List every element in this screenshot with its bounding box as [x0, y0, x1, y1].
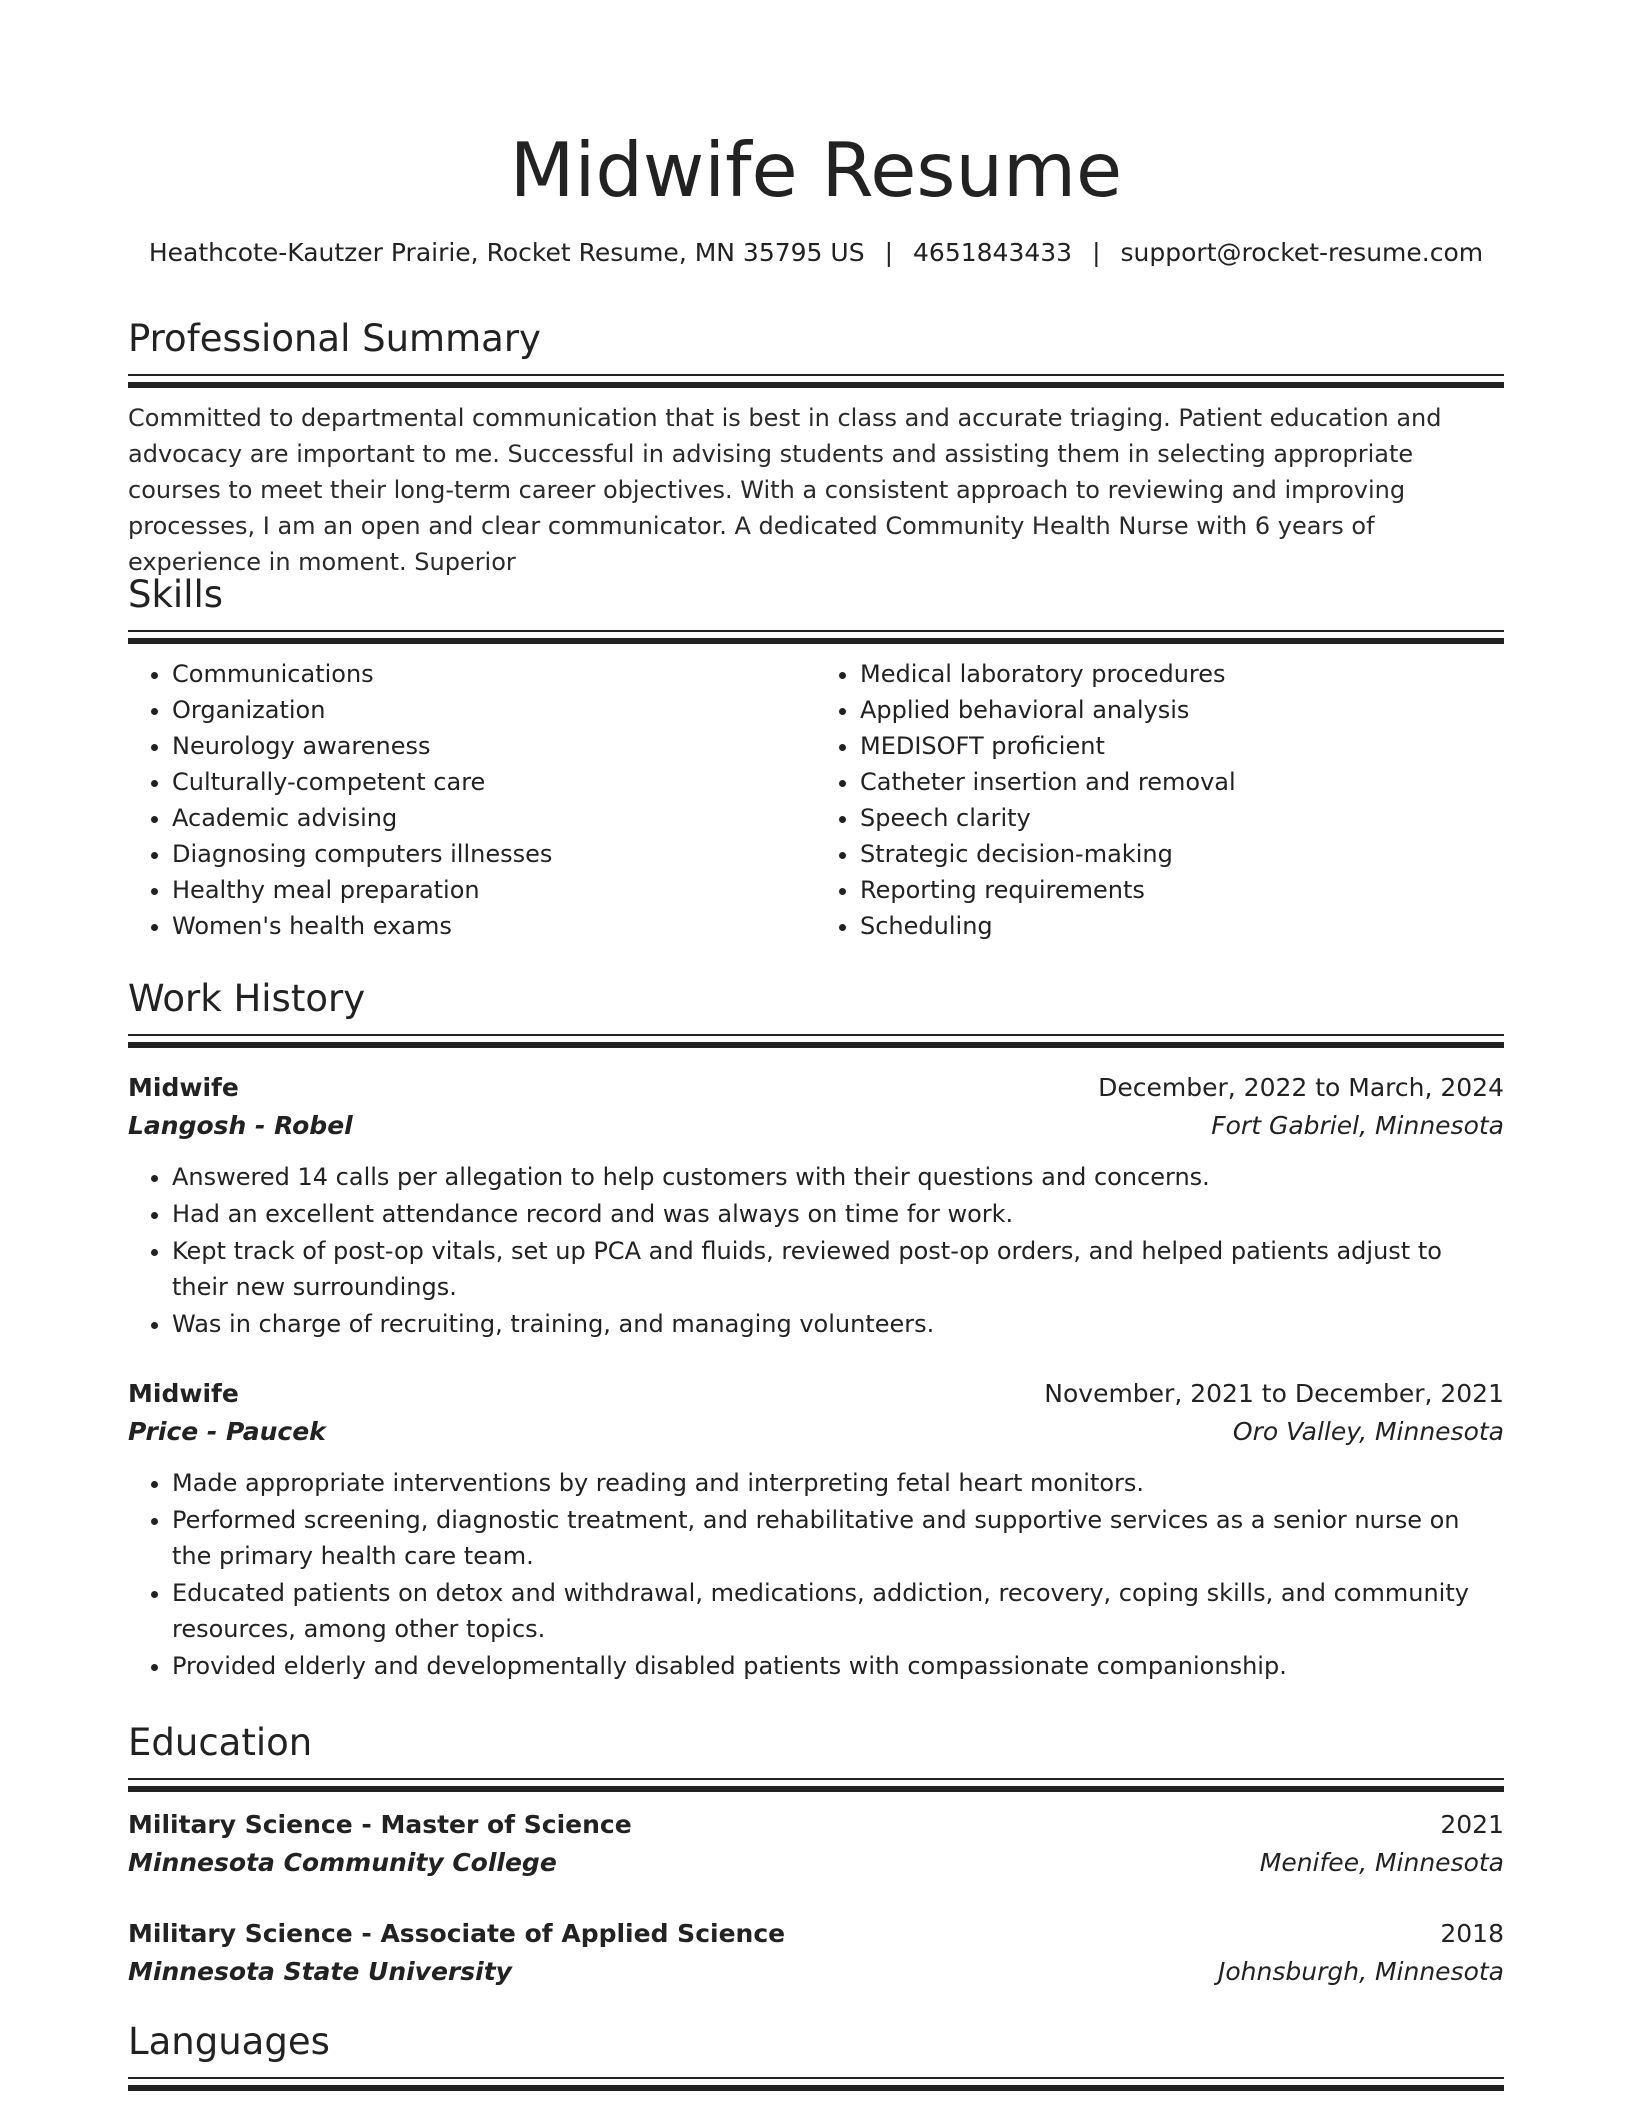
section-divider [128, 630, 1504, 646]
education-entry [128, 1806, 1504, 1882]
section-heading-work-history: Work History [128, 977, 366, 1020]
skills-column-left [128, 656, 816, 944]
job-bullet: • Was in charge of recruiting, training, and managing volunteers. [172, 1306, 1504, 1342]
skill-item: • MEDISOFT proficient [860, 728, 1504, 764]
skill-item: • Catheter insertion and removal [860, 764, 1504, 800]
skills-list [128, 656, 1504, 944]
page-title: Midwife Resume [509, 126, 1123, 214]
education-degree: Military Science - Associate of Applied Science [128, 1919, 786, 1948]
job-bullet: • Educated patients on detox and withdrawal, medications, addiction, recovery, coping skills, and community resources, among other topics. [172, 1575, 1504, 1647]
education-location: Johnsburgh, Minnesota [1217, 1957, 1504, 1986]
job-bullets [128, 1465, 1504, 1684]
job-title: Midwife [128, 1073, 239, 1102]
job-dates: December, 2022 to March, 2024 [1098, 1073, 1504, 1102]
skill-item: • Organization [172, 692, 816, 728]
skill-item: • Reporting requirements [860, 872, 1504, 908]
skill-item: • Neurology awareness [172, 728, 816, 764]
section-heading-education: Education [128, 1721, 313, 1764]
skills-section [128, 570, 1504, 944]
education-year: 2021 [1440, 1810, 1504, 1839]
contact-separator: | [1092, 238, 1101, 267]
job-company: Price - Paucek [128, 1417, 326, 1446]
work-history-section [128, 974, 1504, 1050]
contact-phone: 4651843433 [913, 238, 1073, 267]
contact-separator: | [884, 238, 894, 267]
job-dates: November, 2021 to December, 2021 [1044, 1379, 1504, 1408]
skill-item: • Diagnosing computers illnesses [172, 836, 816, 872]
job-bullet: • Made appropriate interventions by reading and interpreting fetal heart monitors. [172, 1465, 1504, 1501]
summary-text: Committed to departmental communication that is best in class and accurate triaging. Patient education and advocacy are important to me. Successful in advising students and assisting them in selecting appropriate courses to meet their long-term career objectives. With a consistent approach to reviewing and improving processes, I am an open and clear communicator. A dedicated Community Health Nurse with 6 years of experience in moment. Superior [128, 404, 1442, 576]
section-heading-skills: Skills [128, 573, 224, 616]
contact-address: Heathcote-Kautzer Prairie, Rocket Resume, MN 35795 US [148, 238, 865, 267]
skill-item: • Strategic decision-making [860, 836, 1504, 872]
skill-item: • Medical laboratory procedures [860, 656, 1504, 692]
education-section [128, 1718, 1504, 1794]
skill-item: • Scheduling [860, 908, 1504, 944]
section-divider [128, 1034, 1504, 1050]
skill-item: • Speech clarity [860, 800, 1504, 836]
job-bullet: • Kept track of post-op vitals, set up PCA and fluids, reviewed post-op orders, and helped patients adjust to their new surroundings. [172, 1233, 1504, 1305]
skill-item: • Women's health exams [172, 908, 816, 944]
job-bullet: • Answered 14 calls per allegation to help customers with their questions and concerns. [172, 1159, 1504, 1195]
job-entry [128, 1375, 1504, 1685]
job-location: Oro Valley, Minnesota [1232, 1417, 1504, 1446]
summary-section [128, 314, 1504, 580]
job-title: Midwife [128, 1379, 239, 1408]
job-bullet: • Had an excellent attendance record and was always on time for work. [172, 1196, 1504, 1232]
skill-item: • Communications [172, 656, 816, 692]
job-bullet: • Provided elderly and developmentally disabled patients with compassionate companionship. [172, 1648, 1504, 1684]
job-location: Fort Gabriel, Minnesota [1211, 1111, 1504, 1140]
education-entry [128, 1915, 1504, 1991]
contact-email: support@rocket-resume.com [1120, 238, 1484, 267]
education-degree: Military Science - Master of Science [128, 1810, 632, 1839]
job-bullets [128, 1159, 1504, 1342]
section-heading-summary: Professional Summary [128, 317, 541, 360]
education-school: Minnesota State University [128, 1957, 512, 1986]
education-year: 2018 [1440, 1919, 1504, 1948]
contact-line [128, 236, 1504, 270]
job-entry [128, 1069, 1504, 1343]
education-location: Menifee, Minnesota [1259, 1848, 1504, 1877]
languages-section [128, 2017, 1504, 2093]
section-divider [128, 1778, 1504, 1794]
section-heading-languages: Languages [128, 2020, 330, 2063]
skill-item: • Culturally-competent care [172, 764, 816, 800]
education-school: Minnesota Community College [128, 1848, 557, 1877]
skill-item: • Applied behavioral analysis [860, 692, 1504, 728]
job-bullet: • Performed screening, diagnostic treatment, and rehabilitative and supportive services as a senior nurse on the primary health care team. [172, 1502, 1504, 1574]
section-divider [128, 2077, 1504, 2093]
section-divider [128, 374, 1504, 390]
skill-item: • Healthy meal preparation [172, 872, 816, 908]
job-company: Langosh - Robel [128, 1111, 353, 1140]
skills-column-right [816, 656, 1504, 944]
skill-item: • Academic advising [172, 800, 816, 836]
